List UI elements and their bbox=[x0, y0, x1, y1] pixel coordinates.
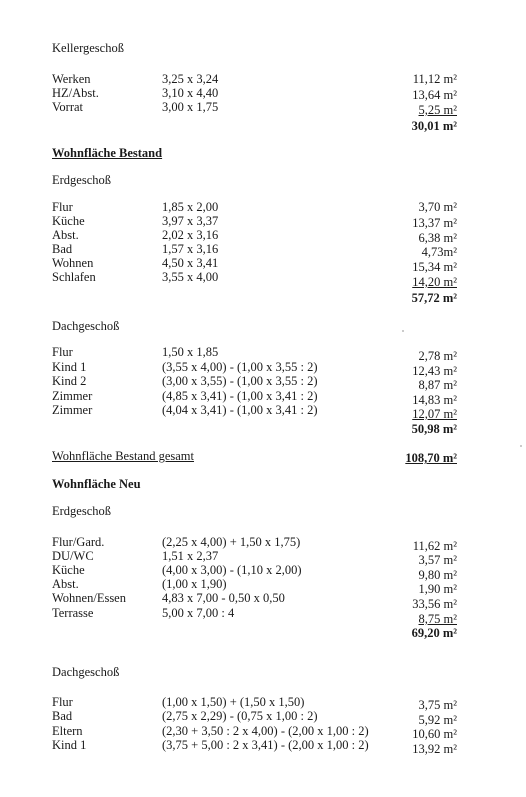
room-area: 12,07 m² bbox=[412, 407, 457, 421]
room-area: 3,57 m² bbox=[418, 553, 457, 567]
room-name: Kind 1 bbox=[52, 360, 87, 374]
room-calc: 2,02 x 3,16 bbox=[162, 228, 219, 242]
room-area: 1,90 m² bbox=[418, 582, 457, 596]
room-name: Flur bbox=[52, 695, 73, 709]
room-calc: 4,83 x 7,00 - 0,50 x 0,50 bbox=[162, 591, 285, 605]
floor-heading-eg: Erdgeschoß bbox=[52, 173, 112, 187]
room-name: Küche bbox=[52, 214, 85, 228]
room-name: Abst. bbox=[52, 228, 79, 242]
room-name: Kind 1 bbox=[52, 738, 87, 752]
room-area: 11,12 m² bbox=[412, 72, 457, 86]
room-name: HZ/Abst. bbox=[52, 86, 99, 100]
room-calc: 4,50 x 3,41 bbox=[162, 256, 219, 270]
section-total: 57,72 m² bbox=[411, 291, 457, 305]
room-name: Schlafen bbox=[52, 270, 96, 284]
room-name: Werken bbox=[52, 72, 91, 86]
room-area: 13,64 m² bbox=[412, 88, 457, 102]
room-area: 15,34 m² bbox=[412, 260, 457, 274]
room-area: 3,75 m² bbox=[418, 698, 457, 712]
room-name: Vorrat bbox=[52, 100, 84, 114]
room-area: 14,83 m² bbox=[412, 393, 457, 407]
room-area: 12,43 m² bbox=[412, 364, 457, 378]
room-area: 4,73m² bbox=[421, 245, 457, 259]
room-calc: (4,85 x 3,41) - (1,00 x 3,41 : 2) bbox=[162, 389, 318, 403]
room-calc: (1,00 x 1,50) + (1,50 x 1,50) bbox=[162, 695, 305, 709]
room-name: Kind 2 bbox=[52, 374, 87, 388]
room-calc: (3,00 x 3,55) - (1,00 x 3,55 : 2) bbox=[162, 374, 318, 388]
room-calc: (2,75 x 2,29) - (0,75 x 1,00 : 2) bbox=[162, 709, 318, 723]
room-name: Bad bbox=[52, 242, 73, 256]
scan-mark bbox=[402, 330, 404, 332]
section-title-neu: Wohnfläche Neu bbox=[52, 477, 141, 491]
floor-heading-dg: Dachgeschoß bbox=[52, 319, 120, 333]
room-area: 13,92 m² bbox=[412, 742, 457, 756]
room-calc: 3,25 x 3,24 bbox=[162, 72, 219, 86]
room-name: Flur/Gard. bbox=[52, 535, 105, 549]
room-name: Terrasse bbox=[52, 606, 94, 620]
section-total: 69,20 m² bbox=[411, 626, 457, 640]
room-calc: (2,30 + 3,50 : 2 x 4,00) - (2,00 x 1,00 : 2) bbox=[162, 724, 369, 738]
room-area: 11,62 m² bbox=[412, 539, 457, 553]
room-calc: (1,00 x 1,90) bbox=[162, 577, 227, 591]
room-name: DU/WC bbox=[52, 549, 94, 563]
room-calc: 5,00 x 7,00 : 4 bbox=[162, 606, 235, 620]
scan-mark bbox=[520, 445, 522, 447]
room-calc: (2,25 x 4,00) + 1,50 x 1,75) bbox=[162, 535, 301, 549]
section-total: 50,98 m² bbox=[411, 422, 457, 436]
room-calc: (3,75 + 5,00 : 2 x 3,41) - (2,00 x 1,00 : 2) bbox=[162, 738, 369, 752]
room-area: 5,25 m² bbox=[418, 103, 457, 117]
floor-heading-dg: Dachgeschoß bbox=[52, 665, 120, 679]
section-heading-keller: Kellergeschoß bbox=[52, 41, 124, 55]
room-calc: (3,55 x 4,00) - (1,00 x 3,55 : 2) bbox=[162, 360, 318, 374]
room-name: Zimmer bbox=[52, 389, 93, 403]
room-calc: 3,55 x 4,00 bbox=[162, 270, 219, 284]
room-calc: 3,97 x 3,37 bbox=[162, 214, 219, 228]
room-name: Flur bbox=[52, 345, 73, 359]
room-area: 8,75 m² bbox=[418, 612, 457, 626]
room-calc: (4,04 x 3,41) - (1,00 x 3,41 : 2) bbox=[162, 403, 318, 417]
room-name: Bad bbox=[52, 709, 73, 723]
room-name: Küche bbox=[52, 563, 85, 577]
room-calc: 1,57 x 3,16 bbox=[162, 242, 219, 256]
room-name: Flur bbox=[52, 200, 73, 214]
room-area: 33,56 m² bbox=[412, 597, 457, 611]
room-area: 13,37 m² bbox=[412, 216, 457, 230]
room-calc: (4,00 x 3,00) - (1,10 x 2,00) bbox=[162, 563, 302, 577]
room-calc: 1,51 x 2,37 bbox=[162, 549, 219, 563]
room-area: 5,92 m² bbox=[418, 713, 457, 727]
room-area: 3,70 m² bbox=[418, 200, 457, 214]
section-title-bestand: Wohnfläche Bestand bbox=[52, 146, 163, 160]
room-name: Wohnen/Essen bbox=[52, 591, 126, 605]
section-total: 30,01 m² bbox=[411, 119, 457, 133]
room-calc: 1,50 x 1,85 bbox=[162, 345, 219, 359]
room-calc: 1,85 x 2,00 bbox=[162, 200, 219, 214]
room-name: Eltern bbox=[52, 724, 83, 738]
room-area: 2,78 m² bbox=[418, 349, 457, 363]
room-name: Wohnen bbox=[52, 256, 94, 270]
room-area: 14,20 m² bbox=[412, 275, 457, 289]
bestand-gesamt-value: 108,70 m² bbox=[405, 451, 457, 465]
floor-heading-eg: Erdgeschoß bbox=[52, 504, 112, 518]
room-calc: 3,00 x 1,75 bbox=[162, 100, 219, 114]
bestand-gesamt-label: Wohnfläche Bestand gesamt bbox=[52, 449, 195, 463]
room-area: 8,87 m² bbox=[418, 378, 457, 392]
room-name: Abst. bbox=[52, 577, 79, 591]
room-area: 9,80 m² bbox=[418, 568, 457, 582]
room-calc: 3,10 x 4,40 bbox=[162, 86, 219, 100]
room-area: 6,38 m² bbox=[418, 231, 457, 245]
room-area: 10,60 m² bbox=[412, 727, 457, 741]
room-name: Zimmer bbox=[52, 403, 93, 417]
